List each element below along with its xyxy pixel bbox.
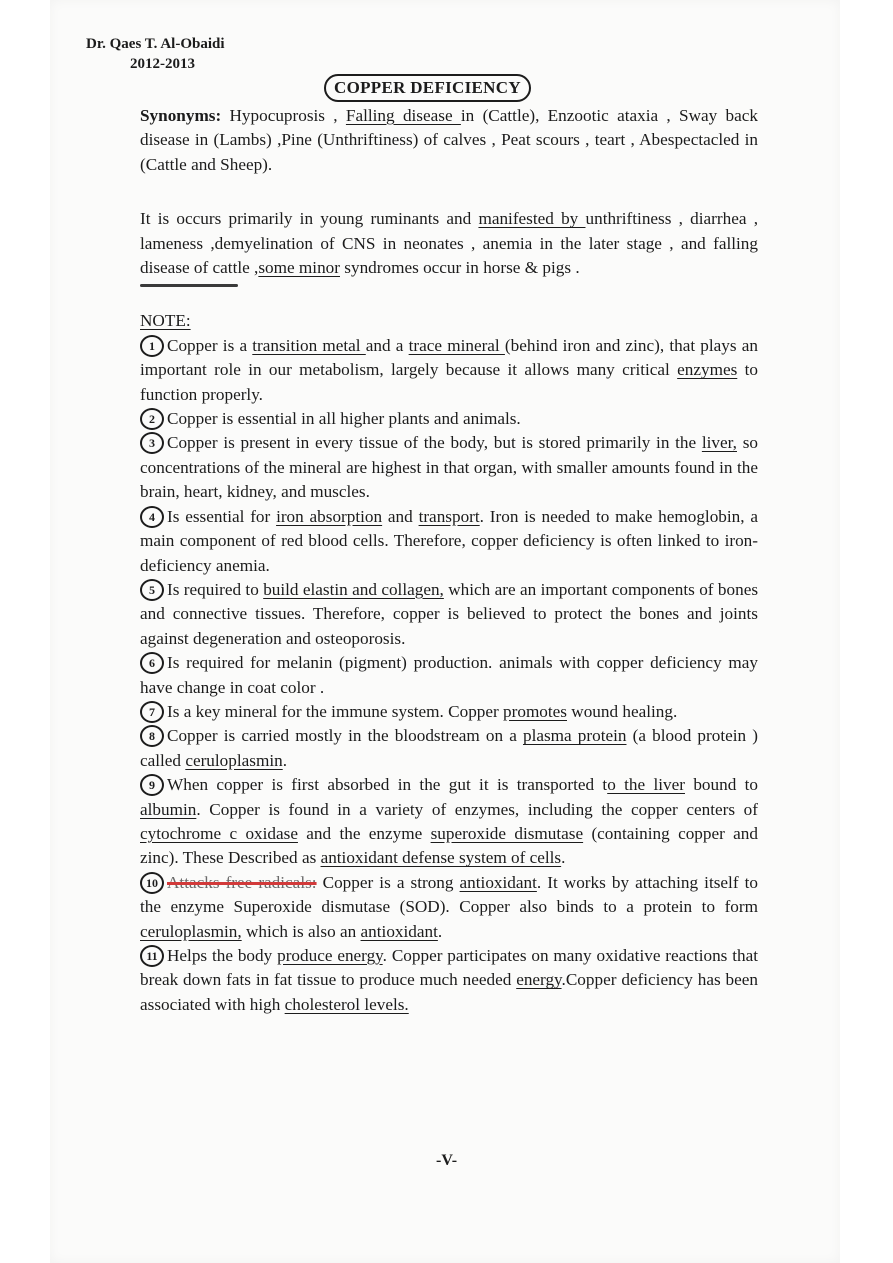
- underlined-text: ceruloplasmin: [185, 750, 283, 770]
- list-item: [140, 944, 758, 1017]
- author-block: [86, 34, 225, 74]
- academic-year: 2012-2013: [130, 56, 195, 72]
- text: to function properly.: [140, 360, 758, 404]
- item-number: 6: [140, 652, 164, 674]
- text: Is essential for: [167, 506, 277, 526]
- text: (behind iron and zinc), that plays an important role in our metabolism, largely because it allows many critical: [140, 335, 758, 380]
- text: Copper is a strong: [316, 872, 460, 892]
- underlined-text: ceruloplasmin,: [140, 921, 242, 941]
- item-number: 8: [140, 725, 164, 747]
- text: (a blood protein ) called: [140, 726, 758, 770]
- text: Copper is carried mostly in the bloodstream on a: [167, 726, 523, 746]
- list-item: [140, 431, 758, 504]
- underlined-text: superoxide dismutase: [430, 823, 584, 843]
- spacer: [140, 287, 758, 309]
- text: so concentrations of the mineral are highest in that organ, with smaller amounts found in the brain, heart, kidney, and muscles.: [140, 433, 758, 502]
- text: and the enzyme: [297, 823, 431, 843]
- item-number: 10: [140, 872, 164, 894]
- text: It is occurs primarily in young ruminants and: [140, 209, 479, 229]
- item-number: 1: [140, 335, 164, 357]
- text: . Copper is found in a variety of enzymes, including the copper centers of: [196, 799, 758, 819]
- text: and: [382, 506, 419, 526]
- underlined-text: energy: [516, 970, 562, 990]
- text: Helps the body: [167, 946, 278, 965]
- underlined-text: antioxidant: [459, 872, 537, 892]
- underlined-text: cholesterol levels.: [284, 994, 409, 1014]
- underlined-text: antioxidant defense system of cells: [320, 848, 562, 868]
- text: .: [282, 750, 287, 770]
- list-item: [140, 651, 758, 700]
- list-item: [140, 407, 758, 431]
- spacer: [140, 177, 758, 207]
- intro-paragraph: [140, 207, 758, 280]
- list-item: [140, 505, 758, 578]
- struck-text: Attacks free radicals:: [167, 872, 317, 892]
- text: which are an important components of bones and connective tissues. Therefore, copper is believed to protect the bones and joints against degeneration and osteoporosis.: [140, 579, 759, 648]
- note-heading: NOTE:: [140, 311, 191, 331]
- text: and a: [365, 335, 409, 355]
- text: Copper is essential in all higher plants and animals.: [167, 409, 521, 429]
- underlined-text: manifested by: [478, 209, 586, 229]
- underlined-text: transition metal: [252, 335, 366, 355]
- underlined-text: produce energy: [277, 946, 383, 965]
- text: . Iron is needed to make hemoglobin, a main component of red blood cells. Therefore, copper deficiency is often linked to iron-deficiency anemia.: [140, 506, 758, 575]
- text: syndromes occur in horse & pigs .: [340, 258, 580, 278]
- author-name: Dr. Qaes T. Al-Obaidi: [86, 36, 225, 52]
- text: wound healing.: [567, 701, 678, 721]
- synonyms-paragraph: [140, 104, 758, 177]
- text: unthriftiness , diarrhea , lameness ,demyelination of CNS in neonates , anemia in the later stage , and falling disease of cattle ,: [140, 209, 758, 278]
- underlined-text: iron absorption: [276, 506, 383, 526]
- page-title: COPPER DEFICIENCY: [324, 74, 531, 102]
- text: Hypocuprosis ,: [221, 106, 346, 125]
- underlined-text: o the liver: [607, 775, 685, 795]
- item-number: 9: [140, 774, 164, 796]
- list-item: [140, 334, 758, 407]
- item-number: 5: [140, 579, 164, 601]
- text: .: [561, 848, 566, 868]
- text: When copper is first absorbed in the gut it is transported t: [167, 775, 608, 795]
- document-body: [140, 104, 758, 1017]
- list-item: [140, 773, 758, 871]
- list-item: [140, 700, 758, 724]
- underlined-text: enzymes: [677, 360, 738, 380]
- text: Copper is a: [167, 335, 253, 355]
- synonyms-label: Synonyms:: [140, 106, 222, 125]
- item-number: 2: [140, 408, 164, 430]
- text: Is a key mineral for the immune system. Copper: [167, 701, 504, 721]
- list-item: [140, 578, 758, 651]
- item-number: 11: [140, 945, 164, 967]
- underlined-text: promotes: [503, 701, 567, 721]
- list-item: [140, 724, 758, 773]
- text: . It works by attaching itself to the enzyme Superoxide dismutase (SOD). Copper also binds to a protein to form: [140, 872, 758, 917]
- text: .Copper deficiency has been associated with high: [140, 970, 759, 1014]
- item-number: 7: [140, 701, 164, 723]
- underlined-text: albumin: [140, 799, 197, 819]
- underlined-text: plasma protein: [522, 726, 627, 746]
- underlined-text: liver,: [701, 433, 737, 453]
- text: which is also an: [241, 921, 361, 941]
- text: Copper is present in every tissue of the body, but is stored primarily in the: [167, 433, 702, 453]
- page-number: -V-: [436, 1152, 458, 1169]
- text: Is required for melanin (pigment) production. animals with copper deficiency may have change in coat color .: [140, 653, 758, 697]
- text: bound to: [684, 775, 759, 795]
- item-number: 3: [140, 432, 164, 454]
- text: in (Cattle), Enzootic ataxia , Sway back disease in (Lambs) ,Pine (Unthriftiness) of calves , Peat scours , teart , Abespectacled in (Cattle and Sheep).: [140, 106, 758, 174]
- underlined-text: Falling disease: [345, 106, 461, 125]
- underlined-text: cytochrome c oxidase: [140, 823, 298, 843]
- text: .: [437, 921, 443, 941]
- text: (containing copper and zinc). These Described as: [140, 823, 758, 868]
- underlined-text: build elastin and collagen,: [263, 579, 444, 599]
- underlined-text: antioxidant: [360, 921, 438, 941]
- item-number: 4: [140, 506, 164, 528]
- underlined-text: some minor: [258, 258, 340, 278]
- text: . Copper participates on many oxidative reactions that break down fats in fat tissue to produce much needed: [140, 946, 758, 990]
- list-item: [140, 871, 758, 944]
- underlined-text: trace mineral: [408, 335, 505, 355]
- text: Is required to: [167, 579, 264, 599]
- underlined-text: transport: [418, 506, 480, 526]
